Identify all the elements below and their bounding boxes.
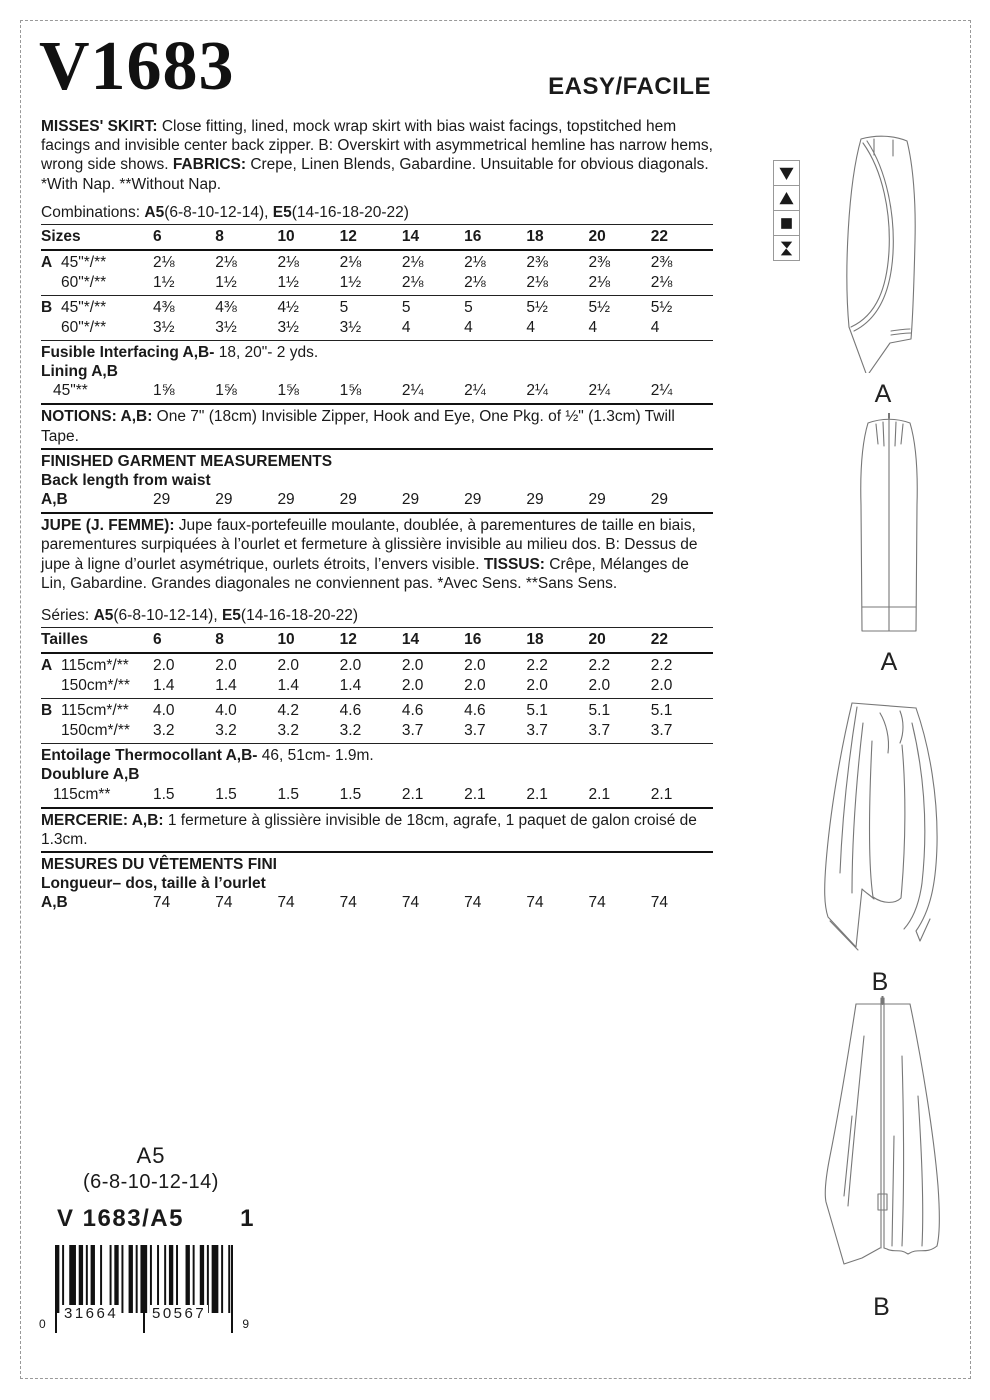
- table-cell: 5: [464, 299, 473, 317]
- barcode-lead-digit: 0: [39, 1317, 46, 1331]
- text-segment: 1 fermeture à glissière invisible de 18cm, agrafe, 1 paquet de galon croisé de 1.3cm.: [41, 811, 697, 848]
- table-cell: 3.2: [277, 722, 299, 740]
- table-row: [41, 676, 713, 696]
- skirt-b-back-drawing: [804, 996, 959, 1286]
- row-values: [153, 298, 713, 318]
- table-cell: 2⅛: [464, 274, 486, 292]
- table-cell: 2.0: [215, 657, 237, 675]
- table-corner-label: Sizes: [41, 228, 81, 246]
- table-cell: 2.1: [588, 785, 611, 803]
- table-cell: 10: [277, 228, 295, 246]
- table-cell: 4.0: [215, 702, 237, 720]
- table-cell: 74: [464, 894, 482, 912]
- text-segment: Doublure A,B: [41, 766, 140, 784]
- table-row: [41, 490, 713, 510]
- table-cell: 4½: [277, 299, 299, 317]
- table-cell: 2.0: [401, 677, 424, 695]
- view-label: A: [880, 648, 898, 676]
- table-cell: 22: [650, 631, 669, 649]
- table-cell: 74: [650, 894, 669, 912]
- table-cell: 2.2: [588, 657, 611, 675]
- interfacing-line: [41, 343, 713, 362]
- row-values: [153, 721, 713, 741]
- row-values: [153, 676, 713, 696]
- table-cell: 5.1: [588, 702, 611, 720]
- mesures-title: MESURES DU VÊTEMENTS FINI: [41, 856, 277, 874]
- table-cell: 4: [526, 319, 535, 337]
- row-group-letter: [41, 318, 61, 338]
- table-cell: 29: [401, 491, 420, 509]
- row-label: 45"*/**: [61, 299, 107, 317]
- row-label: 150cm*/**: [61, 722, 130, 740]
- text-segment: Fusible Interfacing A,B-: [41, 344, 219, 362]
- table-cell: 4.2: [277, 702, 299, 720]
- barcode-trail-digit: 9: [242, 1317, 249, 1331]
- table-cell: 2.0: [153, 657, 175, 675]
- table-cell: 1.5: [339, 785, 362, 803]
- table-cell: 5.1: [526, 702, 548, 720]
- table-cell: 1.4: [339, 677, 362, 695]
- table-cell: 1½: [215, 274, 237, 292]
- finished-measurements-title: FINISHED GARMENT MEASUREMENTS: [41, 452, 333, 470]
- table-cell: 6: [153, 228, 162, 246]
- size-columns: [153, 630, 713, 650]
- table-cell: 3½: [153, 319, 175, 337]
- text-segment: NOTIONS: A,B:: [41, 408, 157, 426]
- view-label: B: [873, 1293, 890, 1321]
- table-cell: 2⅜: [650, 254, 673, 272]
- text-segment: Crepe, Linen Blends, Gabardine. Unsuitable for obvious diagonals. *With Nap. **Without Nap.: [41, 156, 709, 193]
- table-cell: 3.7: [526, 722, 548, 740]
- table-cell: 4.6: [339, 702, 362, 720]
- table-cell: 29: [339, 491, 357, 509]
- table-cell: 8: [215, 228, 224, 246]
- text-segment: E5: [221, 607, 241, 625]
- table-cell: 2¼: [401, 382, 424, 400]
- view-label: A: [874, 380, 892, 408]
- pattern-number: V1683: [39, 28, 235, 105]
- skirt-b-front-drawing: [800, 693, 960, 961]
- row-label: 150cm*/**: [61, 677, 130, 695]
- size-columns: [153, 227, 713, 247]
- table-cell: 5½: [588, 299, 611, 317]
- divider: [41, 743, 713, 744]
- table-cell: 1.5: [215, 785, 237, 803]
- table-cell: 74: [215, 894, 233, 912]
- table-cell: 2.1: [464, 785, 486, 803]
- row-values: [153, 893, 713, 913]
- finished-measurements-subtitle: Back length from waist: [41, 472, 211, 490]
- barcode-digits-left: 31664: [64, 1305, 119, 1322]
- divider: [41, 851, 713, 853]
- table-cell: 3½: [339, 319, 362, 337]
- table-cell: 20: [588, 228, 606, 246]
- text-segment: Combinations:: [41, 203, 145, 221]
- nap-symbols: [773, 161, 801, 261]
- table-row: [41, 656, 713, 676]
- text-segment: (6-8-10-12-14),: [113, 607, 222, 625]
- text-segment: 18, 20"- 2 yds.: [218, 344, 319, 362]
- table-cell: 2⅛: [526, 274, 548, 292]
- table-cell: 10: [277, 631, 295, 649]
- table-cell: 3.2: [339, 722, 362, 740]
- text-segment: One 7" (18cm) Invisible Zipper, Hook and Eye, One Pkg. of ½" (1.3cm) Twill Tape.: [41, 408, 675, 445]
- entoilage-line: [41, 746, 713, 765]
- table-row: [41, 785, 713, 805]
- table-row: [41, 298, 713, 318]
- mesures-subtitle: Longueur– dos, taille à l’ourlet: [41, 875, 266, 893]
- table-cell: 29: [588, 491, 606, 509]
- table-cell: 3.7: [464, 722, 486, 740]
- row-group-letter: B: [41, 299, 53, 317]
- table-cell: 2.0: [464, 657, 486, 675]
- table-row: [41, 893, 713, 913]
- view-a-back: [843, 413, 935, 677]
- text-segment: (14-16-18-20-22): [240, 607, 359, 625]
- table-cell: 5.1: [650, 702, 673, 720]
- doublure-line: [41, 765, 713, 784]
- sku-code: V 1683/A5: [57, 1205, 184, 1232]
- description-french: [41, 516, 713, 593]
- divider: [41, 652, 713, 654]
- table-cell: 2⅛: [277, 254, 299, 272]
- without-nap-square-icon: [773, 210, 800, 236]
- table-cell: 29: [215, 491, 233, 509]
- table-cell: 1.4: [277, 677, 299, 695]
- table-cell: 20: [588, 631, 606, 649]
- table-cell: 2.1: [401, 785, 424, 803]
- text-segment: Crêpe, Mélanges de Lin, Gabardine. Grandes diagonales ne conviennent pas. *Avec Sens. **Sans Sens.: [41, 555, 689, 592]
- table-cell: 2⅛: [650, 274, 673, 292]
- notions-text: [41, 407, 713, 445]
- info-column: [41, 117, 713, 913]
- table-cell: 29: [153, 491, 171, 509]
- kit-sizes: (6-8-10-12-14): [83, 1171, 219, 1193]
- table-cell: 5: [401, 299, 411, 317]
- tailles-table-header: [41, 630, 713, 650]
- table-cell: 14: [401, 228, 420, 246]
- table-cell: 1⅝: [339, 382, 362, 400]
- table-cell: 4.6: [464, 702, 486, 720]
- table-cell: 4⅜: [215, 299, 237, 317]
- table-cell: 4: [650, 319, 660, 337]
- table-cell: 18: [526, 631, 544, 649]
- table-cell: 29: [464, 491, 482, 509]
- text-segment: Séries:: [41, 607, 94, 625]
- text-segment: 46, 51cm- 1.9m.: [261, 747, 374, 765]
- table-cell: 1⅝: [215, 382, 237, 400]
- table-cell: 2.0: [401, 657, 424, 675]
- divider: [41, 512, 713, 514]
- with-nap-down-icon: [773, 160, 800, 186]
- table-cell: 8: [215, 631, 224, 649]
- mercerie-text: [41, 811, 713, 849]
- row-group-letter: B: [41, 702, 53, 720]
- text-segment: FABRICS:: [172, 156, 251, 174]
- row-values: [153, 273, 713, 293]
- text-segment: (6-8-10-12-14),: [164, 203, 273, 221]
- view-b-front: [799, 693, 961, 997]
- table-cell: 1⅝: [277, 382, 299, 400]
- table-cell: 1.4: [153, 677, 175, 695]
- row-values: [153, 490, 713, 510]
- table-cell: 1.5: [277, 785, 299, 803]
- table-row: [41, 701, 713, 721]
- view-b-back: [804, 996, 959, 1322]
- divider: [41, 627, 713, 628]
- table-cell: 5: [339, 299, 349, 317]
- table-cell: 2.0: [277, 657, 299, 675]
- table-cell: 12: [339, 228, 357, 246]
- row-group-letter: A: [41, 657, 53, 675]
- table-cell: 5½: [650, 299, 673, 317]
- table-cell: 2⅛: [339, 254, 362, 272]
- divider: [41, 295, 713, 296]
- table-cell: 12: [339, 631, 357, 649]
- table-row: [41, 721, 713, 741]
- row-label: 45"*/**: [61, 254, 107, 272]
- table-cell: 2⅜: [588, 254, 611, 272]
- text-segment: Entoilage Thermocollant A,B-: [41, 747, 262, 765]
- row-values: [153, 656, 713, 676]
- table-cell: 2⅜: [526, 254, 548, 272]
- table-cell: 2.0: [526, 677, 548, 695]
- table-cell: 29: [650, 491, 669, 509]
- table-cell: 3.2: [215, 722, 237, 740]
- pattern-envelope-back: [20, 20, 971, 1379]
- lining-line: [41, 362, 713, 381]
- hourglass-nap-icon: [773, 235, 800, 261]
- table-cell: 29: [526, 491, 544, 509]
- table-cell: 4.0: [153, 702, 175, 720]
- table-cell: 29: [277, 491, 295, 509]
- table-cell: 2.0: [464, 677, 486, 695]
- row-values: [153, 381, 713, 401]
- series-line: [41, 606, 713, 625]
- table-cell: 2.0: [339, 657, 362, 675]
- row-values: [153, 253, 713, 273]
- table-cell: 16: [464, 228, 482, 246]
- text-segment: A5: [144, 203, 165, 221]
- table-cell: 6: [153, 631, 162, 649]
- row-group-letter: [41, 721, 61, 741]
- barcode-digits-right: 50567: [152, 1305, 207, 1322]
- table-cell: 3.7: [650, 722, 673, 740]
- table-cell: 2.1: [526, 785, 548, 803]
- row-label: A,B: [41, 894, 68, 912]
- table-row: [41, 381, 713, 401]
- text-segment: JUPE (J. FEMME):: [41, 517, 179, 535]
- table-cell: 2.2: [650, 657, 673, 675]
- table-cell: 1½: [339, 274, 362, 292]
- text-segment: Lining A,B: [41, 363, 118, 381]
- text-segment: Close fitting, lined, mock wrap skirt with bias waist facings, topstitched hem facings and invisible center back zipper. B: Overskirt with asymmetrical hemline has narrow hems, wrong side shows.: [41, 118, 713, 174]
- kit-block: [51, 1143, 251, 1195]
- table-cell: 22: [650, 228, 669, 246]
- table-cell: 3.7: [401, 722, 424, 740]
- table-cell: 1⅝: [153, 382, 175, 400]
- table-row: [41, 318, 713, 338]
- row-group-letter: [41, 676, 61, 696]
- row-label: 60"*/**: [61, 274, 107, 292]
- sheet-number: 1: [240, 1205, 255, 1232]
- table-cell: 1½: [277, 274, 299, 292]
- row-label: 115cm*/**: [61, 702, 129, 720]
- table-cell: 18: [526, 228, 544, 246]
- table-cell: 2⅛: [464, 254, 486, 272]
- table-cell: 2.1: [650, 785, 673, 803]
- row-group-letter: A: [41, 254, 53, 272]
- table-cell: 2.0: [588, 677, 611, 695]
- table-cell: 3½: [277, 319, 299, 337]
- with-nap-up-icon: [773, 185, 800, 211]
- table-cell: 1.4: [215, 677, 237, 695]
- table-cell: 2.2: [526, 657, 548, 675]
- table-cell: 2¼: [464, 382, 486, 400]
- barcode-bars: [55, 1245, 237, 1337]
- table-row: [41, 253, 713, 273]
- divider: [41, 698, 713, 699]
- row-values: [153, 318, 713, 338]
- difficulty-label: EASY/FACILE: [548, 73, 711, 100]
- text-segment: Jupe faux-portefeuille moulante, doublée, à parementures de taille en biais, parementures surpiquées à l’ourlet et fermeture à glissière invisible au milieu dos. B: Dessus de jupe à ligne d’ourlet asymétrique, ourlets étroits, l’envers visible.: [41, 517, 698, 573]
- divider: [41, 340, 713, 341]
- divider: [41, 403, 713, 405]
- view-label: B: [871, 968, 889, 996]
- table-cell: 74: [277, 894, 295, 912]
- combinations-line: [41, 203, 713, 222]
- row-label: 45"**: [53, 382, 88, 400]
- row-label: 60"*/**: [61, 319, 107, 337]
- skirt-a-front-drawing: [831, 133, 936, 373]
- table-cell: 2⅛: [401, 254, 424, 272]
- text-segment: (14-16-18-20-22): [291, 203, 409, 221]
- table-cell: 4.6: [401, 702, 424, 720]
- row-group-letter: [41, 273, 61, 293]
- text-segment: E5: [272, 203, 292, 221]
- table-cell: 14: [401, 631, 420, 649]
- divider: [41, 249, 713, 251]
- table-cell: 1.5: [153, 785, 175, 803]
- table-cell: 4: [401, 319, 411, 337]
- table-cell: 3.2: [153, 722, 175, 740]
- table-cell: 2⅛: [401, 274, 424, 292]
- table-cell: 74: [153, 894, 171, 912]
- table-cell: 5½: [526, 299, 548, 317]
- text-segment: MISSES' SKIRT:: [41, 118, 162, 135]
- table-cell: 2.0: [650, 677, 673, 695]
- table-cell: 1½: [153, 274, 175, 292]
- row-values: [153, 785, 713, 805]
- table-cell: 4⅜: [153, 299, 175, 317]
- table-cell: 2⅛: [588, 274, 611, 292]
- skirt-a-back-drawing: [843, 413, 935, 641]
- text-segment: TISSUS:: [483, 555, 550, 573]
- table-cell: 3.7: [588, 722, 611, 740]
- divider: [41, 224, 713, 225]
- kit-code: A5: [136, 1143, 166, 1168]
- table-cell: 16: [464, 631, 482, 649]
- table-cell: 2⅛: [153, 254, 175, 272]
- table-cell: 3½: [215, 319, 237, 337]
- table-corner-label: Tailles: [41, 631, 89, 649]
- view-a-front: [829, 133, 937, 409]
- row-label: 115cm**: [53, 785, 111, 803]
- table-cell: 74: [588, 894, 606, 912]
- row-label: 115cm*/**: [61, 657, 129, 675]
- divider: [41, 807, 713, 809]
- table-cell: 74: [339, 894, 357, 912]
- table-row: [41, 273, 713, 293]
- table-cell: 2¼: [650, 382, 673, 400]
- table-cell: 2¼: [526, 382, 548, 400]
- text-segment: MERCERIE: A,B:: [41, 811, 168, 829]
- table-cell: 4: [588, 319, 598, 337]
- row-values: [153, 701, 713, 721]
- sku-row: [57, 1205, 255, 1233]
- table-cell: 74: [401, 894, 420, 912]
- table-cell: 4: [464, 319, 473, 337]
- table-cell: 2¼: [588, 382, 611, 400]
- sizes-table-header: [41, 227, 713, 247]
- table-cell: 74: [526, 894, 544, 912]
- barcode: [39, 1245, 249, 1349]
- divider: [41, 448, 713, 450]
- table-cell: 2⅛: [215, 254, 237, 272]
- text-segment: A5: [93, 607, 114, 625]
- description-english: [41, 117, 713, 194]
- row-label: A,B: [41, 491, 68, 509]
